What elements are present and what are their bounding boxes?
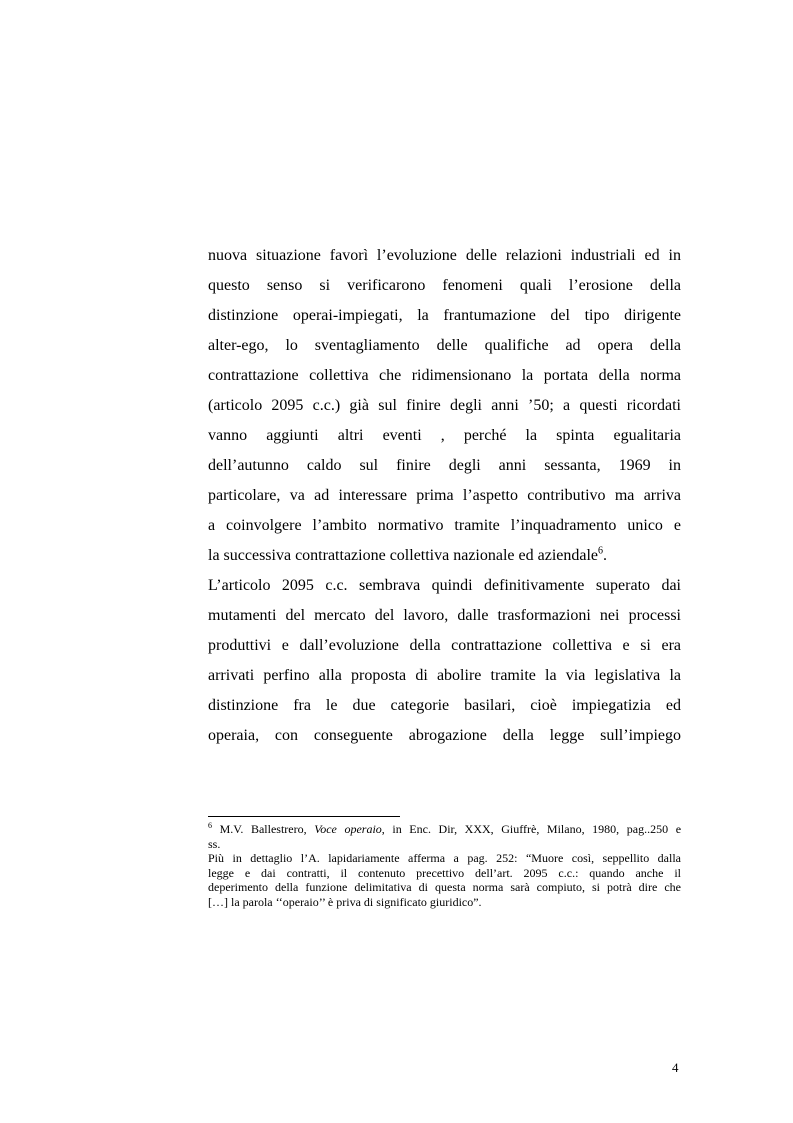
page-number: 4 — [672, 1060, 679, 1075]
footnote-title: Voce operaio — [314, 822, 382, 836]
text-line: questo senso si verificarono fenomeni quali l’erosione della — [208, 277, 681, 294]
text-line: produttivi e dall’evoluzione della contrattazione collettiva e si era — [208, 637, 681, 654]
footnote-reference[interactable]: 6 — [598, 545, 604, 557]
footnote-line: legge e dai contratti, il contenuto precettivo dell’art. 2095 c.c.: quando anche il — [208, 865, 681, 880]
text-line: la successiva contrattazione collettiva nazionale ed aziendale$^6$. — [208, 545, 608, 564]
text-line: distinzione fra le due categorie basilari, cioè impiegatizia ed — [208, 697, 681, 714]
footnote-line: Più in dettaglio l’A. lapidariamente afferma a pag. 252: “Muore così, seppellito dalla — [208, 851, 681, 865]
text-line: vanno aggiunti altri eventi , perché la spinta egualitaria — [208, 427, 681, 444]
footnote-number: 6 — [208, 821, 212, 830]
footnote-citation-rest: , in Enc. Dir, XXX, Giuffrè, Milano, 1980, pag..250 e — [381, 822, 682, 836]
body-text — [208, 241, 681, 751]
text-line: (articolo 2095 c.c.) già sul finire degli anni ’50; a questi ricordati — [208, 397, 681, 414]
text-line: a coinvolgere l’ambito normativo tramite l’inquadramento unico e — [208, 517, 681, 534]
footnote-line: […] la parola ‘‘operaio’’ è priva di significato giuridico”. — [208, 894, 482, 909]
footnote-line: deperimento della funzione delimitativa di questa norma sarà compiuto, si potrà dire che — [208, 880, 681, 894]
text-line: operaia, con conseguente abrogazione della legge sull’impiego — [208, 727, 681, 744]
paragraph-1 — [208, 241, 681, 571]
footnote-author: M.V. Ballestrero, — [219, 822, 315, 836]
text-line: alter-ego, lo sventagliamento delle qualifiche ad opera della — [208, 337, 681, 354]
footnote-line: ss. — [208, 836, 221, 851]
text-line-content: la successiva contrattazione collettiva nazionale ed aziendale — [208, 547, 599, 564]
text-line: L’articolo 2095 c.c. sembrava quindi definitivamente superato dai — [208, 577, 681, 594]
text-line: mutamenti del mercato del lavoro, dalle trasformazioni nei processi — [208, 607, 681, 624]
footnote-separator — [208, 816, 400, 817]
text-line: nuova situazione favorì l’evoluzione delle relazioni industriali ed in — [208, 247, 681, 264]
text-line: contrattazione collettiva che ridimensionano la portata della norma — [208, 367, 681, 384]
text-line: distinzione operai-impiegati, la frantumazione del tipo dirigente — [208, 307, 681, 324]
footnote-line — [208, 822, 681, 837]
paragraph-2 — [208, 571, 681, 751]
text-line: arrivati perfino alla proposta di abolire tramite la via legislativa la — [208, 667, 681, 684]
text-line: particolare, va ad interessare prima l’aspetto contributivo ma arriva — [208, 487, 681, 504]
text-line: dell’autunno caldo sul finire degli anni sessanta, 1969 in — [208, 457, 681, 474]
footnotes — [208, 822, 681, 909]
